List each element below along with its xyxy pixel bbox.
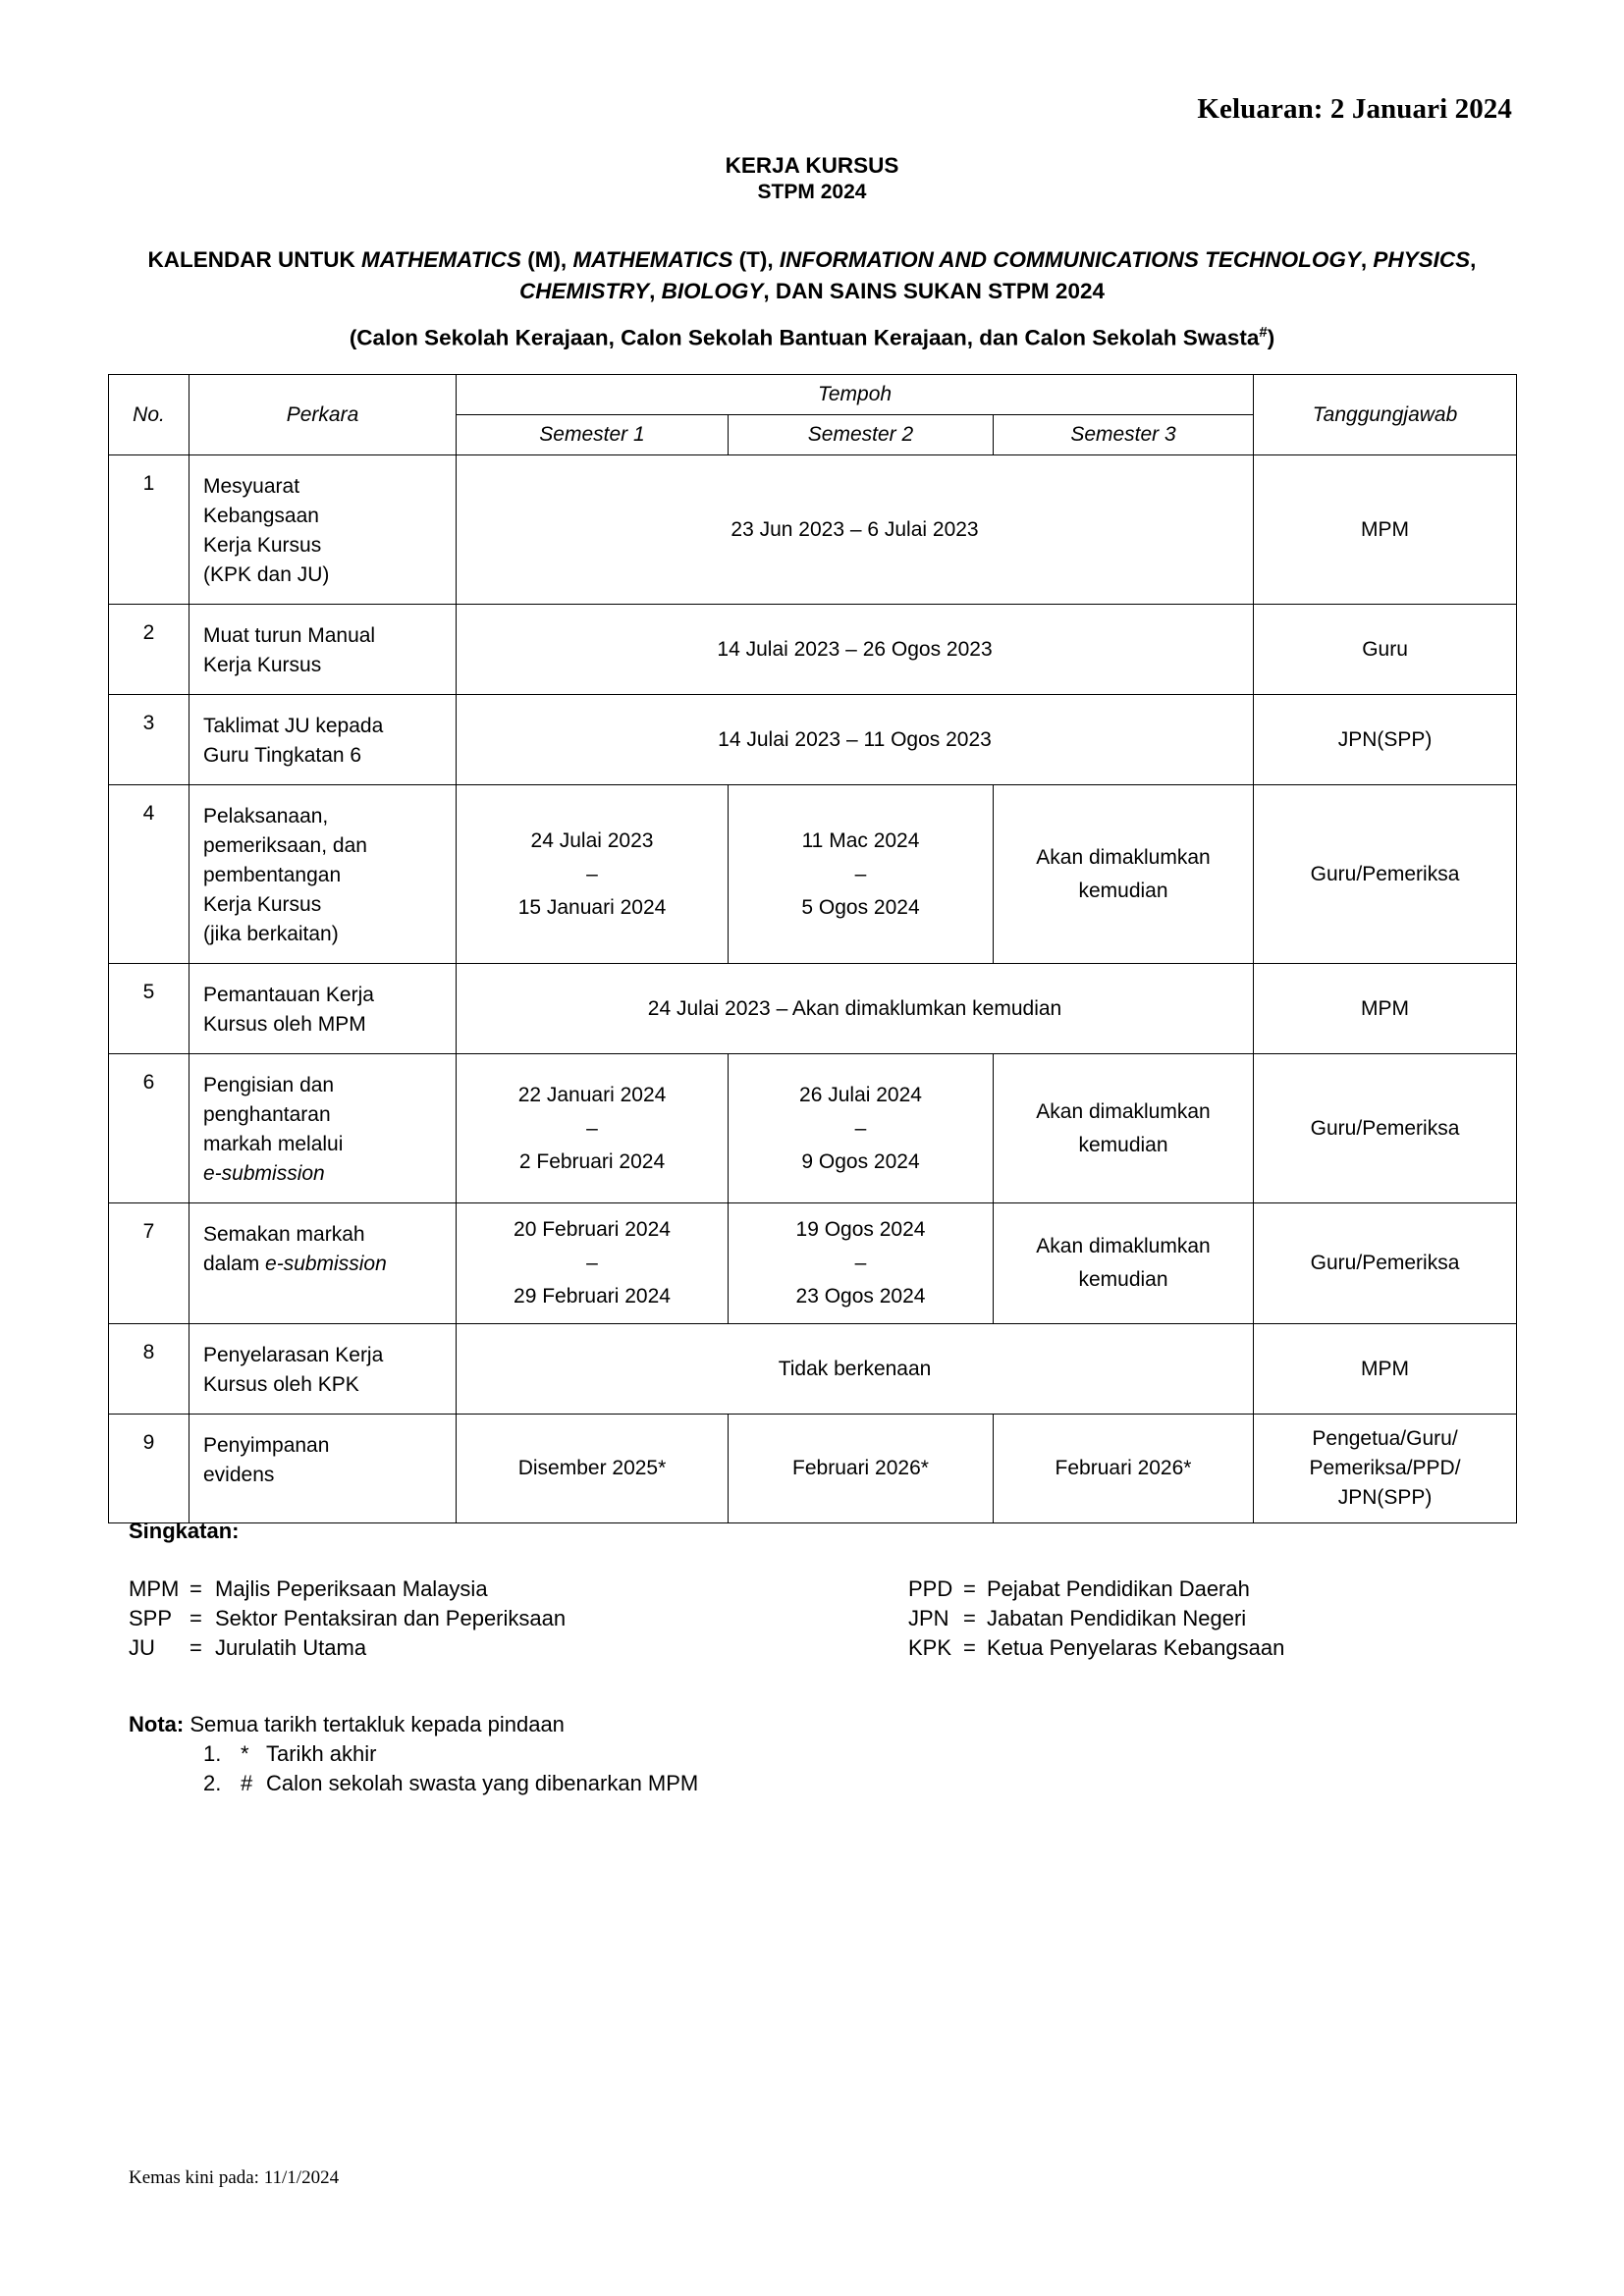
column-header-semester-1: Semester 1 [457,415,729,455]
table-row [109,1054,1517,1203]
abbreviation-equals: = [963,1606,976,1630]
abbreviation-key: SPP [129,1606,173,1630]
cell-tanggungjawab: Guru/Pemeriksa [1254,1054,1517,1203]
document-title-block [0,152,1624,205]
cell-semester-2: Februari 2026* [729,1415,994,1523]
candidate-scope-line [0,324,1624,351]
cell-perkara: Pengisian dan penghantaran markah melalui e-submission [189,1054,457,1203]
table-row [109,605,1517,695]
cell-tanggungjawab: MPM [1254,455,1517,605]
abbreviation-key: KPK [908,1635,952,1660]
abbreviation-key: PPD [908,1576,953,1601]
note-marker: * [241,1741,249,1766]
table-header-row-1 [109,375,1517,415]
cell-semester-1: 20 Februari 2024 – 29 Februari 2024 [457,1203,729,1324]
cell-tanggungjawab: Guru [1254,605,1517,695]
page-title: KERJA KURSUS [725,153,899,178]
cell-no: 9 [109,1415,189,1523]
column-header-no: No. [109,375,189,455]
table-body [109,455,1517,1523]
cell-no: 8 [109,1324,189,1415]
cell-semester-3: Akan dimaklumkan kemudian [994,1054,1254,1203]
abbreviation-equals: = [189,1606,202,1630]
notes-section [129,1710,698,1798]
italic-term: e-submission [203,1162,325,1185]
last-updated-footer: Kemas kini pada: 11/1/2024 [129,2167,340,2188]
abbreviation-value: Jabatan Pendidikan Negeri [987,1606,1247,1630]
table-row [109,455,1517,605]
abbreviation-equals: = [189,1635,202,1660]
cell-semester-3: Akan dimaklumkan kemudian [994,785,1254,964]
calendar-heading-prefix: KALENDAR UNTUK [147,247,362,272]
italic-term: e-submission [265,1253,387,1275]
cell-no: 1 [109,455,189,605]
abbreviation-item [908,1604,1284,1633]
abbreviation-value: Jurulatih Utama [215,1635,367,1660]
issue-date-label: Keluaran: 2 Januari 2024 [1197,93,1512,125]
subject-separator: , [1360,247,1374,272]
table-header [109,375,1517,455]
cell-perkara: Taklimat JU kepada Guru Tingkatan 6 [189,695,457,785]
subject-separator: (M), [520,247,573,272]
note-text: Tarikh akhir [266,1741,377,1766]
abbreviation-item [129,1575,566,1604]
notes-label: Nota: [129,1712,185,1736]
abbreviation-item [129,1633,566,1663]
cell-perkara: Mesyuarat Kebangsaan Kerja Kursus (KPK dan JU) [189,455,457,605]
subject-separator: , [1470,247,1477,272]
subject-name-italic: CHEMISTRY [519,279,650,303]
cell-semester-1: Disember 2025* [457,1415,729,1523]
cell-no: 2 [109,605,189,695]
cell-semester-2: 26 Julai 2024 – 9 Ogos 2024 [729,1054,994,1203]
cell-tanggungjawab: Pengetua/Guru/ Pemeriksa/PPD/ JPN(SPP) [1254,1415,1517,1523]
cell-tempoh-all-semesters: 14 Julai 2023 – 26 Ogos 2023 [457,605,1254,695]
cell-semester-3: Februari 2026* [994,1415,1254,1523]
note-number: 2. [203,1771,222,1795]
column-header-tempoh: Tempoh [457,375,1254,415]
abbreviation-value: Majlis Peperiksaan Malaysia [215,1576,488,1601]
abbreviation-equals: = [963,1635,976,1660]
candidate-scope-text: (Calon Sekolah Kerajaan, Calon Sekolah Bantuan Kerajaan, dan Calon Sekolah Swasta [349,325,1260,350]
note-text: Calon sekolah swasta yang dibenarkan MPM [266,1771,699,1795]
subject-name-italic: INFORMATION AND COMMUNICATIONS TECHNOLOGY [779,247,1361,272]
note-number: 1. [203,1741,222,1766]
subject-name-italic: MATHEMATICS [361,247,521,272]
table-row [109,964,1517,1054]
calendar-subject-list [361,247,1476,303]
cell-semester-2: 11 Mac 2024 – 5 Ogos 2024 [729,785,994,964]
notes-text: Semua tarikh tertakluk kepada pindaan [189,1712,565,1736]
subject-separator: (T), [732,247,780,272]
column-header-tanggungjawab: Tanggungjawab [1254,375,1517,455]
cell-semester-2: 19 Ogos 2024 – 23 Ogos 2024 [729,1203,994,1324]
cell-perkara: Muat turun Manual Kerja Kursus [189,605,457,695]
table-row [109,695,1517,785]
column-header-perkara: Perkara [189,375,457,455]
cell-perkara: Pemantauan Kerja Kursus oleh MPM [189,964,457,1054]
abbreviation-value: Sektor Pentaksiran dan Peperiksaan [215,1606,567,1630]
subject-name-italic: BIOLOGY [661,279,764,303]
notes-intro-line [129,1710,698,1739]
abbreviation-key: JPN [908,1606,949,1630]
cell-tanggungjawab: Guru/Pemeriksa [1254,1203,1517,1324]
abbreviations-title: Singkatan: [129,1519,240,1543]
subject-name-italic: PHYSICS [1373,247,1471,272]
cell-tanggungjawab: MPM [1254,1324,1517,1415]
abbreviation-item [908,1575,1284,1604]
notes-list [129,1739,698,1798]
candidate-scope-close: ) [1267,325,1275,350]
cell-no: 3 [109,695,189,785]
note-list-item [129,1769,698,1798]
abbreviation-value: Ketua Penyelaras Kebangsaan [987,1635,1285,1660]
calendar-subject-heading [118,244,1506,307]
table-row [109,785,1517,964]
abbreviation-equals: = [189,1576,202,1601]
abbreviation-key: JU [129,1635,155,1660]
hash-superscript-marker: # [1259,324,1268,341]
abbreviation-equals: = [963,1576,976,1601]
subject-name-italic: MATHEMATICS [572,247,733,272]
cell-semester-3: Akan dimaklumkan kemudian [994,1203,1254,1324]
cell-no: 5 [109,964,189,1054]
cell-tanggungjawab: Guru/Pemeriksa [1254,785,1517,964]
column-header-semester-3: Semester 3 [994,415,1254,455]
cell-perkara: Penyimpanan evidens [189,1415,457,1523]
cell-no: 7 [109,1203,189,1324]
abbreviations-right-column [908,1575,1284,1663]
note-marker: # [241,1771,253,1795]
coursework-calendar-table [108,374,1517,1523]
table-row [109,1324,1517,1415]
abbreviation-value: Pejabat Pendidikan Daerah [987,1576,1250,1601]
abbreviation-item [908,1633,1284,1663]
cell-perkara: Pelaksanaan, pemeriksaan, dan pembentangan Kerja Kursus (jika berkaitan) [189,785,457,964]
abbreviation-key: MPM [129,1576,180,1601]
column-header-semester-2: Semester 2 [729,415,994,455]
cell-perkara: Penyelarasan Kerja Kursus oleh KPK [189,1324,457,1415]
cell-no: 4 [109,785,189,964]
cell-tanggungjawab: MPM [1254,964,1517,1054]
cell-semester-1: 22 Januari 2024 – 2 Februari 2024 [457,1054,729,1203]
cell-semester-1: 24 Julai 2023 – 15 Januari 2024 [457,785,729,964]
table-row [109,1203,1517,1324]
cell-tempoh-all-semesters: 23 Jun 2023 – 6 Julai 2023 [457,455,1254,605]
cell-tempoh-all-semesters: 24 Julai 2023 – Akan dimaklumkan kemudian [457,964,1254,1054]
subject-separator: , DAN SAINS SUKAN STPM 2024 [763,279,1105,303]
page-subtitle: STPM 2024 [757,181,867,203]
abbreviations-left-column [129,1575,566,1663]
cell-tempoh-all-semesters: 14 Julai 2023 – 11 Ogos 2023 [457,695,1254,785]
note-list-item [129,1739,698,1769]
cell-tanggungjawab: JPN(SPP) [1254,695,1517,785]
cell-no: 6 [109,1054,189,1203]
cell-tempoh-all-semesters: Tidak berkenaan [457,1324,1254,1415]
abbreviation-item [129,1604,566,1633]
subject-separator: , [649,279,662,303]
cell-perkara: Semakan markah dalam e-submission [189,1203,457,1324]
table-row [109,1415,1517,1523]
